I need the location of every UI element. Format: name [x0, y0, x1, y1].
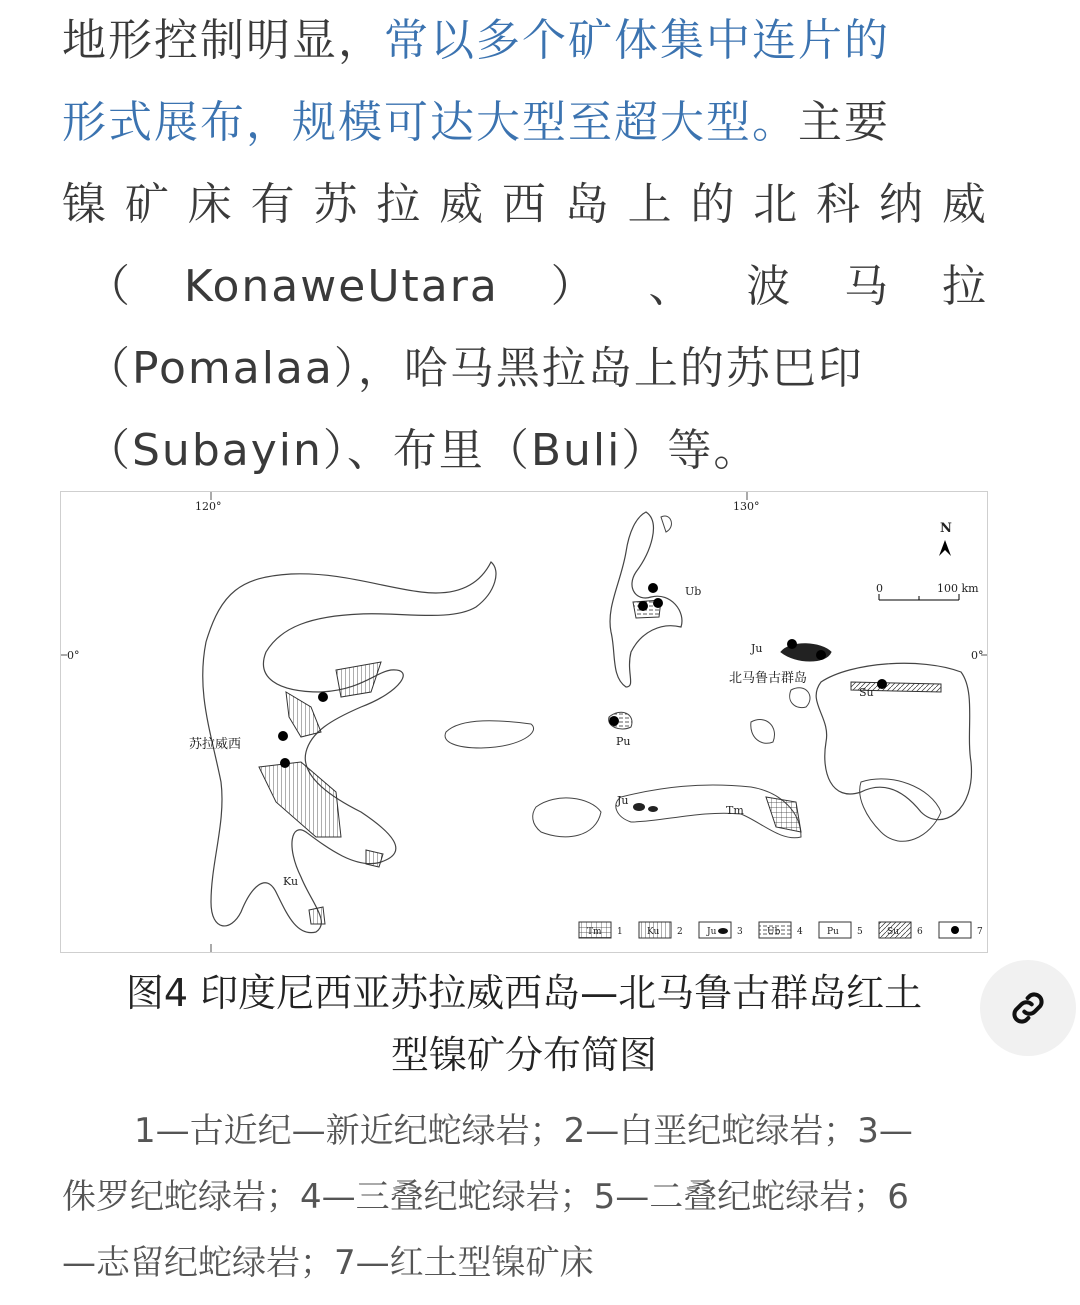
text-span: ）	[550, 261, 597, 312]
unit-label: Ju	[751, 642, 763, 655]
nickel-deposit	[648, 583, 658, 593]
sulawesi-island	[203, 562, 496, 933]
text-span: （	[86, 261, 132, 312]
ophiolite-patch	[633, 803, 645, 811]
island	[661, 516, 671, 532]
nickel-deposit	[638, 601, 648, 611]
island	[751, 720, 775, 744]
legend-mark	[951, 926, 959, 934]
legend-code: Ku	[647, 927, 660, 937]
figure-caption	[60, 962, 988, 1086]
text-span: 拉	[941, 261, 988, 312]
legend-mark	[718, 928, 728, 934]
map-figure	[60, 491, 988, 953]
legend-line: 1—古近纪—新近纪蛇绿岩；2—白垩纪蛇绿岩；3—	[134, 1111, 913, 1151]
map-legend	[579, 922, 983, 938]
text-span: KonaweUtara	[183, 261, 499, 312]
paragraph-line-1	[62, 0, 988, 82]
unit-label: Ju	[617, 794, 629, 807]
nickel-deposit	[816, 650, 826, 660]
char: 矿	[124, 179, 171, 230]
region-label: 苏拉威西	[189, 737, 242, 752]
legend-line: 侏罗纪蛇绿岩；4—三叠纪蛇绿岩；5—二叠纪蛇绿岩；6	[62, 1177, 909, 1217]
text-span: （Pomalaa），哈马黑拉岛上的苏巴印	[86, 343, 864, 394]
text-span: 、	[648, 261, 695, 312]
nickel-deposit	[609, 716, 619, 726]
nickel-deposit	[318, 692, 328, 702]
island	[445, 721, 534, 748]
legend-number: 3	[737, 927, 743, 937]
scale-label: 100 km	[937, 582, 979, 595]
char: 北	[753, 179, 800, 230]
scale-label: 0	[876, 582, 883, 595]
ophiolite-patch	[366, 850, 383, 867]
nickel-deposit	[787, 639, 797, 649]
char: 西	[501, 179, 548, 230]
legend-description	[62, 1098, 988, 1296]
char: 拉	[376, 179, 423, 230]
unit-label: Ub	[685, 585, 702, 598]
char: 纳	[878, 179, 925, 230]
caption-line: 图4 印度尼西亚苏拉威西岛—北马鲁古群岛红土	[125, 971, 923, 1015]
map-svg	[61, 492, 987, 952]
unit-label: Ku	[283, 875, 299, 888]
text-span: 主要	[798, 97, 890, 148]
paragraph-line-5	[62, 328, 988, 410]
text-span: （Subayin）、布里（Buli）等。	[86, 425, 760, 476]
north-arrow-icon	[939, 540, 951, 556]
legend-number: 5	[857, 927, 863, 937]
paragraph-line-2	[62, 82, 988, 164]
char: 上	[627, 179, 674, 230]
text-span: 地形控制明显，	[62, 15, 384, 66]
lon-label: 130°	[733, 500, 760, 513]
legend-number: 2	[677, 927, 683, 937]
ophiolite-patch	[309, 907, 325, 924]
char: 威	[941, 179, 988, 230]
char: 床	[187, 179, 234, 230]
link-button[interactable]	[980, 960, 1076, 1056]
lat-label: 0°	[971, 649, 984, 662]
text-span: 马	[844, 261, 891, 312]
halmahera-island	[610, 512, 682, 687]
lat-label: 0°	[67, 649, 80, 662]
north-label: N	[940, 521, 952, 536]
legend-line: —志留纪蛇绿岩；7—红土型镍矿床	[62, 1243, 594, 1283]
region-label: 北马鲁古群岛	[729, 671, 808, 686]
ophiolite-patch	[286, 692, 321, 737]
char: 的	[690, 179, 737, 230]
legend-code: Pu	[827, 927, 839, 937]
char: 镍	[62, 179, 108, 230]
legend-code: Tm	[587, 927, 602, 937]
article-paragraph	[62, 0, 988, 492]
legend-code: Su	[887, 927, 899, 937]
ophiolite-patch	[648, 806, 658, 812]
char: 威	[439, 179, 486, 230]
caption-line: 型镍矿分布简图	[390, 1033, 657, 1077]
char: 科	[816, 179, 863, 230]
char: 岛	[564, 179, 611, 230]
nickel-deposit	[280, 758, 290, 768]
paragraph-line-3	[62, 164, 988, 246]
lon-label: 120°	[195, 500, 222, 513]
ophiolite-patch	[766, 797, 801, 832]
legend-code: Ub	[767, 927, 781, 937]
paragraph-line-6	[62, 410, 988, 492]
island	[533, 798, 601, 837]
unit-label: Tm	[726, 804, 744, 817]
paragraph-line-4	[62, 246, 988, 328]
text-span: 波	[746, 261, 793, 312]
char: 苏	[313, 179, 360, 230]
nickel-deposit	[653, 598, 663, 608]
legend-code: Ju	[707, 927, 717, 937]
island	[790, 688, 810, 708]
ophiolite-patch	[259, 762, 341, 837]
legend-number: 1	[617, 927, 623, 937]
legend-number: 4	[797, 927, 803, 937]
unit-label: Pu	[616, 735, 631, 748]
unit-label: Su	[859, 686, 874, 699]
nickel-deposit	[877, 679, 887, 689]
nickel-deposit	[278, 731, 288, 741]
char: 有	[250, 179, 297, 230]
legend-number: 6	[917, 927, 923, 937]
highlight-span: 形式展布，规模可达大型至超大型。	[62, 97, 798, 148]
legend-number: 7	[977, 927, 983, 937]
link-icon	[1006, 986, 1050, 1030]
ophiolite-patch	[336, 662, 381, 697]
highlight-span: 常以多个矿体集中连片的	[384, 15, 890, 66]
